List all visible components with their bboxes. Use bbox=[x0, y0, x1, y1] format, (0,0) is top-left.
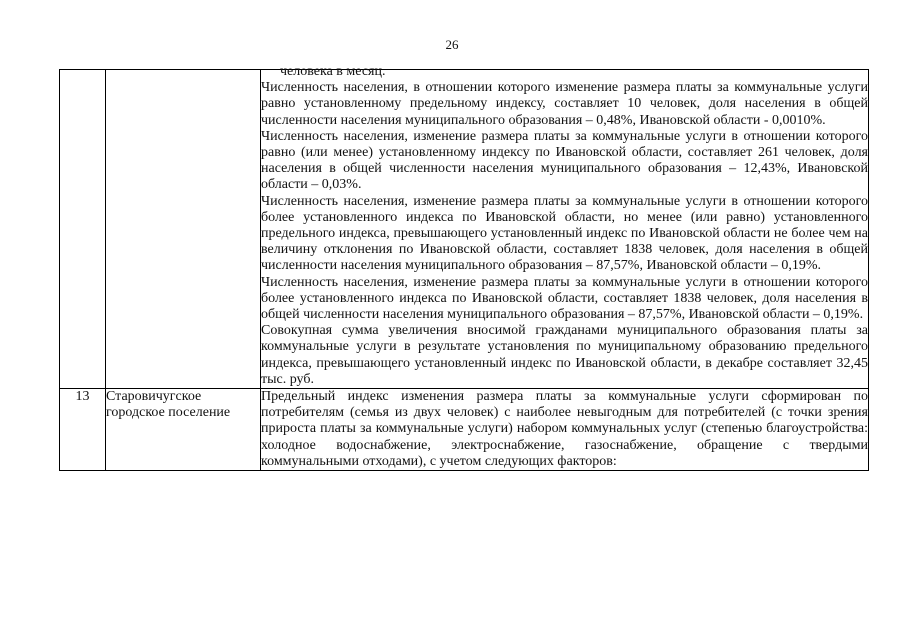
paragraph: человека в месяц. bbox=[280, 64, 386, 79]
paragraph: Предельный индекс изменения размера платы за коммунальные услуги сформирован по потребителям (семья из двух человек) с наиболее невыгодным для потребителей (с точки зрения прироста платы за коммунальные услуги) набором коммунальных услуг (степенью благоустройства: холодное водоснабжение, электроснабжение, газоснабжение, обращение с твердыми коммунальными отходами), с учетом следующих факторов: bbox=[261, 389, 868, 469]
paragraph: Численность населения, изменение размера платы за коммунальные услуги в отношении которого равно (или менее) установленному индексу по Ивановской области, составляет 261 человек, доля населения в общей численности населения муниципального образования – 12,43%, Ивановской области – 0,03%. bbox=[261, 128, 868, 193]
description-cell bbox=[261, 64, 869, 389]
table-row bbox=[60, 389, 869, 471]
municipality-name-cell bbox=[106, 70, 261, 389]
row-number-cell: 13 bbox=[60, 389, 106, 471]
description-cell bbox=[261, 389, 869, 471]
paragraph: Численность населения, в отношении которого изменение размера платы за коммунальные услуги равно установленному предельному индексу, составляет 10 человек, доля населения в общей численности населения муниципального образования – 0,48%, Ивановской области - 0,0010%. bbox=[261, 80, 868, 128]
municipality-name-cell: Старовичугское городское поселение bbox=[106, 389, 261, 471]
document-table bbox=[59, 64, 869, 471]
paragraph: Численность населения, изменение размера платы за коммунальные услуги в отношении которого более установленного индекса по Ивановской области, составляет 1838 человек, доля населения в общей численности населения муниципального образования – 87,57%, Ивановской области – 0,19%. bbox=[261, 274, 868, 323]
row-number-cell bbox=[60, 70, 106, 389]
paragraph: Численность населения, изменение размера платы за коммунальные услуги в отношении которого более установленного индекса по Ивановской области, но менее (или равно) установленного предельного индекса, превышающего установленный индекс по Ивановской области не более чем на величину отклонения по Ивановской области, составляет 1838 человек, доля населения в общей численности населения муниципального образования – 87,57%, Ивановской области – 0,19%. bbox=[261, 193, 868, 274]
page-number: 26 bbox=[445, 37, 459, 52]
table-row bbox=[60, 70, 869, 389]
paragraph: Совокупная сумма увеличения вносимой гражданами муниципального образования платы за коммунальные услуги в результате установления по муниципальному образованию предельного индекса, превышающего установленный индекс по Ивановской области, в декабре составляет 32,45 тыс. руб. bbox=[261, 323, 868, 387]
